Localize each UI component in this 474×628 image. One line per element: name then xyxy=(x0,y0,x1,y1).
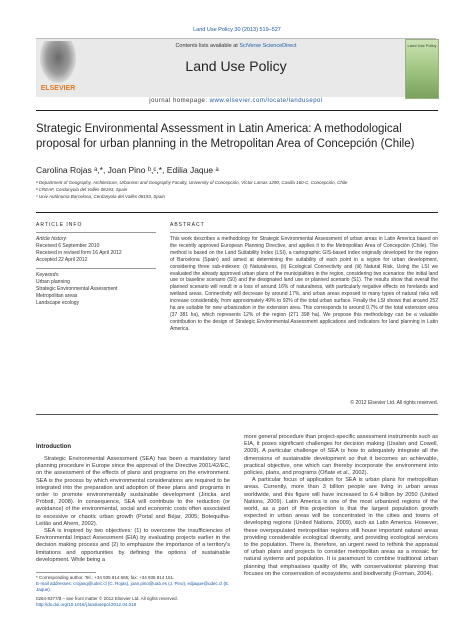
article-info-rule xyxy=(36,232,156,233)
journal-title: Land Use Policy xyxy=(185,58,287,74)
keyword-item: Strategic Environmental Assessment xyxy=(36,286,118,292)
affiliation-c: ᶜ Univ Autònoma Barcelona, Cerdanyola del Vallès 08193, Spain xyxy=(36,194,165,199)
introduction-heading: Introduction xyxy=(36,444,71,450)
homepage-prefix: journal homepage: xyxy=(149,98,210,104)
abstract-heading: ABSTRACT xyxy=(170,222,205,228)
affiliation-b: ᵇ CREAF, Cerdanyola del Vallès 08193, Spain xyxy=(36,187,128,192)
journal-cover-image xyxy=(405,39,439,99)
keyword-item: Metropolitan areas xyxy=(36,293,78,299)
journal-homepage xyxy=(36,98,436,104)
keywords-rule xyxy=(36,268,156,269)
doi-link[interactable]: http://dx.doi.org/10.1016/j.landusepol.2012.04.018 xyxy=(36,602,137,607)
history-accepted: Accepted 22 April 2012 xyxy=(36,257,88,263)
footnote-rule xyxy=(36,572,96,573)
author-emails[interactable]: E-mail addresses: crojasq@udec.cl (C. Rojas), joan.pino@uab.es (J. Pino), edjaque@udec.cl (E. Jaque). xyxy=(36,581,230,592)
intro-paragraph: more general procedure than project-specific assessment instruments such as EIA, it poses significant challenges for decision making (Usalan and Cowell, 2009). A particular challenge of SEA is how to adequately integrate all the dimensions of sustainable development so that it becomes an achievable, practical objective, one which can thereby incorporate the environment into policies, plans, and programs (Oñate et al., 2002). xyxy=(244,434,438,477)
article-authors: Carolina Rojas ᵃ,*, Joan Pino ᵇ,ᶜ,*, Edilia Jaque ᵃ xyxy=(36,165,219,175)
contents-available xyxy=(36,43,436,49)
intro-paragraph: A particular focus of application for SEA is urban plans for metropolitan areas. Currently, more than 3 billion people are living in urban areas worldwide, and this figure will have increased to 6.4 billion by 2050 (United Nations, 2009). Latin America is one of the most urbanized regions of the world, as a part of this projection is that the largest population growth expected in urban areas will be concentrated in the cities and towns of developing regions (United Nations, 2009), such as Latin America. However, these overpopulated metropolitan regions still house important natural areas providing considerable ecological diversity, and providing ecological services to the population. There is, therefore, an urgent need to rethink the appraisal of urban plans and projects to consider metropolitan areas as a mosaic for natural systems and population. It is paramount to combine traditional urban planning that emphasises quality of life, with conservationist planning that focuses on the conservation of ecosystems and biodiversity (Forman, 2004). xyxy=(244,477,438,577)
keyword-item: Landscape ecology xyxy=(36,300,80,306)
keyword-item: Urban planning xyxy=(36,279,70,285)
history-received: Received 6 September 2010 xyxy=(36,243,100,249)
contents-prefix: Contents lists available at xyxy=(175,43,240,49)
info-divider xyxy=(36,212,438,213)
header-divider xyxy=(36,110,438,111)
publisher-name: ELSEVIER xyxy=(40,85,76,92)
abstract-copyright: © 2012 Elsevier Ltd. All rights reserved. xyxy=(350,400,438,406)
footnotes xyxy=(36,575,230,608)
abstract-rule xyxy=(170,232,438,233)
journal-citation[interactable]: Land Use Policy 30 (2013) 519–527 xyxy=(193,27,281,33)
abstract-text: This work describes a methodology for Strategic Environmental Assessment of urban areas in Latin America based on the recently approved European Planning Directive, and applies it to the Metropolitan Area of Concepción (Chile). The method is based on the Land Suitability Index (LSI), a cartographic GIS-based index originally developed for the region of Barcelona (Spain) and aimed at determining the suitability of each point in a region for urban development, considering three sub-indexes: (i) Naturalness, (ii) Ecological Connectivity and (iii) Natural Risk. Using the LSI we evaluated the already approved urban plans of the municipalities in the region, considering two scenarios: the initial land use or baseline scenario (S0) and the designated land use or planned scenario (S1). The results show that overall the planned scenario will result in a loss of around 16% of naturalness, with particularly negative effects on forelands and wetland areas. Connectivity will decrease by around 17%, and urban areas exposed to many types of natural risks will increase considerably, from approximately 49% to 92% of the total urban surface. Finally the LSI shows that around 252 ha are suitable for new urbanization in the extension area. This corresponds to around 0.7% of the total extension area (37 381 ha), which represents 12% of the region (271 398 ha). We propose this methodology can be a valuable contribution to the design of Strategic Environmental Assessment applications and indicators for land planning in Latin America. xyxy=(170,236,438,332)
corresponding-author-note: * Corresponding author. Tel.: +34 935 814 665; fax: +34 935 814 151. xyxy=(36,575,175,580)
history-revised: Received in revised form 16 April 2012 xyxy=(36,250,122,256)
keywords-label: Keywords: xyxy=(36,272,60,278)
homepage-link[interactable]: www.elsevier.com/locate/landusepol xyxy=(209,98,323,104)
sciencedirect-link[interactable]: SciVerse ScienceDirect xyxy=(239,43,297,49)
history-label: Article history: xyxy=(36,236,68,242)
affiliation-a: ᵃ Department of Geography, Architecture, Urbanism and Geography Faculty, University of Concepción, Víctor Lamas 1290, Casilla 160-C, Concepción, Chile xyxy=(36,180,348,185)
issn-line: 0264-8377/$ – see front matter © 2012 Elsevier Ltd. All rights reserved. xyxy=(36,596,178,601)
cover-title: Land Use Policy xyxy=(407,43,437,48)
intro-paragraph: SEA is inspired by two objectives: (1) to overcome the insufficiencies of Environmental Impact Assessment (EIA) by evaluating projects earlier in the decision making process and (2) to emphasize the importance of a territory's limitations and opportunities by defining the options of sustainable development. While being a xyxy=(36,528,230,563)
intro-left-column xyxy=(36,456,230,564)
body-divider xyxy=(36,414,438,415)
intro-right-column xyxy=(244,434,438,578)
intro-paragraph: Strategic Environmental Assessment (SEA) has been a mandatory land planning procedure in Europe since the approval of the Directive 2001/42/EC, on the assessment of the effects of plans and programs on the environment. SEA is the process by which environmental considerations are required to be integrated into the preparation and adoption of these plans and programs in order to promote environmentally sustainable development (Jiricka and Pröbstl, 2008). In consequence, SEA will contribute to the reduction (or avoidance) of the environmental, social and economic costs often associated to excessive or chaotic urban growth (Portal and Béjar, 2005; Botequilha-Leitão and Ahern, 2002). xyxy=(36,456,230,527)
article-title: Strategic Environmental Assessment in Latin America: A methodological proposal for urban planning in the Metropolitan Area of Concepción (Chile) xyxy=(36,123,415,150)
article-info-heading: ARTICLE INFO xyxy=(36,222,83,228)
